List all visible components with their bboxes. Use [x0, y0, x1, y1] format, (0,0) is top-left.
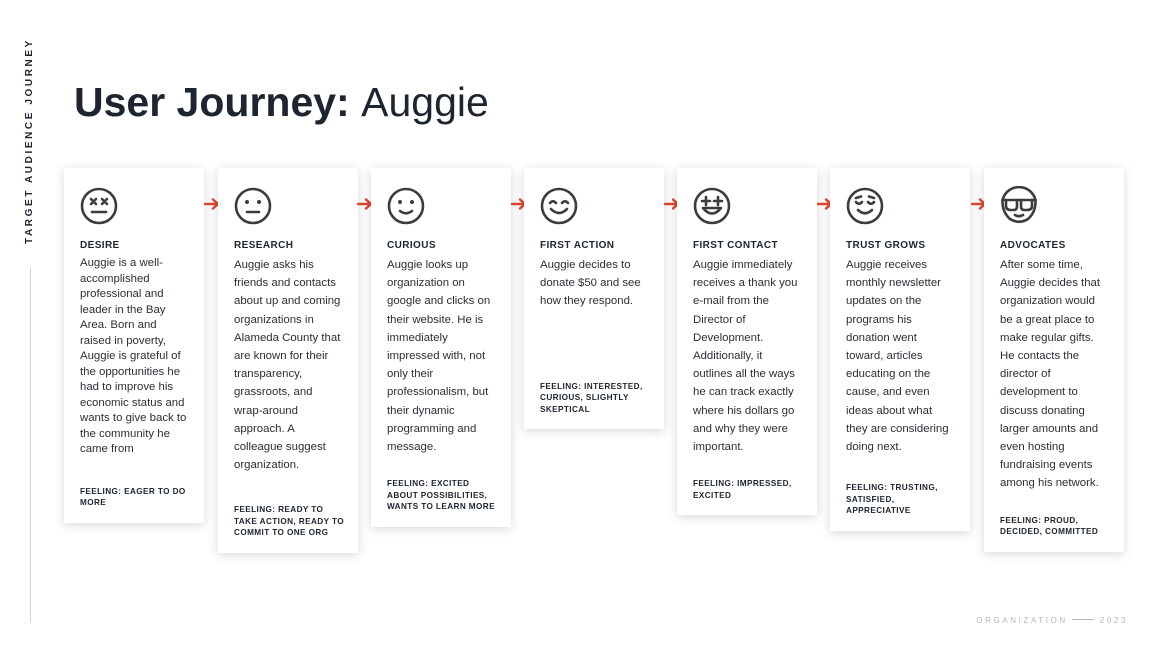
- stage-description: After some time, Auggie decides that organization would be a great place to make regular gifts. He contacts the director of development to discuss donating larger amounts and even hosting fundraising events among his network.: [1000, 259, 1101, 490]
- stage-description: Auggie asks his friends and contacts about up and coming organizations in Alameda County that are known for their transparency, grassroots, and wrap-around approach. A colleague suggest organization.: [234, 259, 341, 472]
- stage-feeling: FEELING: TRUSTING, SATISFIED, APPRECIATIVE: [846, 483, 938, 516]
- stage-feeling: FEELING: EAGER TO DO MORE: [80, 486, 186, 507]
- journey-card-curious: [371, 168, 511, 527]
- star-struck-face-icon: [692, 186, 732, 226]
- sunglasses-face-icon: [999, 186, 1039, 226]
- side-label: TARGET AUDIENCE JOURNEY: [24, 38, 35, 244]
- stage-title: TRUST GROWS: [846, 240, 926, 251]
- journey-card-first-contact: [677, 168, 817, 515]
- stage-title: ADVOCATES: [1000, 240, 1066, 251]
- dizzy-face-icon: [79, 186, 119, 226]
- footer-year: 2023: [1099, 616, 1128, 625]
- stage-description: Auggie decides to donate $50 and see how they respond.: [540, 259, 641, 308]
- journey-card-advocates: [984, 168, 1124, 552]
- stage-title: DESIRE: [80, 240, 120, 251]
- footer-dash: [1072, 619, 1094, 620]
- page-title: [74, 78, 489, 126]
- title-bold: User Journey:: [74, 79, 350, 125]
- relieved-face-icon: [845, 186, 885, 226]
- stage-description: Auggie immediately receives a thank you e-mail from the Director of Development. Additionally, it outlines all the ways he can track exactly where his dollars go and why they were important.: [693, 259, 798, 454]
- journey-card-research: [218, 168, 358, 553]
- side-divider: [30, 268, 31, 623]
- stage-feeling: FEELING: PROUD, DECIDED, COMMITTED: [1000, 515, 1099, 537]
- stage-feeling: FEELING: READY TO TAKE ACTION, READY TO COMMIT TO ONE ORG: [234, 505, 344, 538]
- journey-card-trust-grows: [830, 168, 970, 531]
- stage-title: FIRST CONTACT: [693, 240, 779, 251]
- happy-face-icon: [539, 186, 579, 226]
- stage-description: Auggie receives monthly newsletter updates on the programs his donation went toward, articles educating on the cause, and even ideas about what they are considering doing next.: [846, 259, 949, 454]
- stage-feeling: FEELING: INTERESTED, CURIOUS, SLIGHTLY SKEPTICAL: [540, 381, 643, 414]
- footer-org: ORGANIZATION: [976, 616, 1068, 625]
- stage-description: Auggie is a well-accomplished professional and leader in the Bay Area. Born and raised in poverty, Auggie is grateful of the opportunities he had to improve his economic status and wants to give back to the community he came from: [80, 257, 187, 455]
- stage-title: FIRST ACTION: [540, 240, 615, 251]
- journey-card-desire: [64, 168, 204, 523]
- neutral-face-icon: [233, 186, 273, 226]
- title-name: Auggie: [361, 79, 489, 125]
- footer-label: [976, 616, 1128, 625]
- journey-card-first-action: [524, 168, 664, 429]
- stage-feeling: FEELING: IMPRESSED, EXCITED: [693, 479, 792, 500]
- slight-smile-face-icon: [386, 186, 426, 226]
- stage-title: CURIOUS: [387, 240, 436, 251]
- stage-description: Auggie looks up organization on google and clicks on their website. He is immediately impressed with, not only their professionalism, but their dynamic programming and message.: [387, 259, 491, 454]
- stage-feeling: FEELING: EXCITED ABOUT POSSIBILITIES, WANTS TO LEARN MORE: [387, 479, 495, 512]
- stage-title: RESEARCH: [234, 240, 294, 251]
